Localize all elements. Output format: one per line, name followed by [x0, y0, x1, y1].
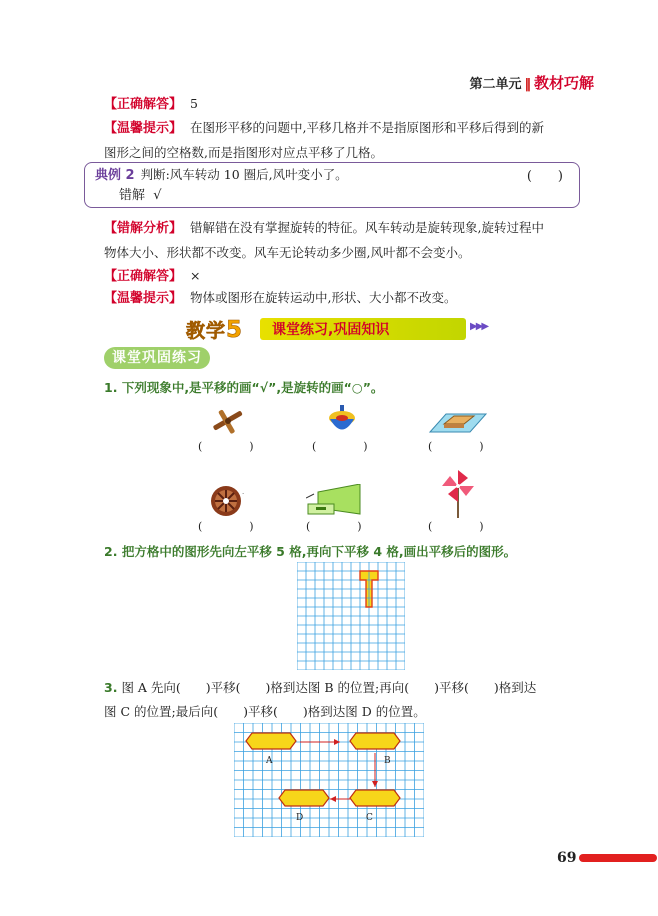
question-number: 3.: [104, 680, 118, 695]
spinning-top-icon: [327, 404, 357, 438]
correct-answer-1: [104, 92, 582, 117]
answer-paren[interactable]: ( ): [198, 520, 272, 533]
banner-title: 课堂练习,巩固知识: [272, 322, 390, 338]
question-number: 1.: [104, 380, 118, 395]
hint-tag: 【温馨提示】: [104, 121, 183, 136]
answer-tag: 【正确解答】: [104, 97, 183, 112]
banner-arrows-icon: ▶▶▶: [470, 321, 488, 332]
example-question: 判断:风车转动 10 圈后,风叶变小了。: [140, 167, 348, 182]
header-separator: ‖: [524, 77, 531, 92]
label-b: B: [384, 756, 391, 766]
section-header-title: 教材巧解: [533, 74, 594, 92]
q2-grid[interactable]: [297, 562, 405, 674]
question-text-2: 图 C 的位置;最后向( )平移( )格到达图 D 的位置。: [104, 704, 426, 719]
answer-paren[interactable]: ( ): [312, 440, 386, 453]
section-title: 课堂巩固练习: [104, 347, 210, 369]
page-number: 69: [557, 850, 577, 866]
analysis-tag: 【错解分析】: [104, 221, 183, 236]
hint-text-2: 图形之间的空格数,而是指图形对应点平移了几格。: [104, 145, 383, 160]
label-c: C: [366, 813, 373, 823]
question-3: [104, 676, 582, 724]
error-analysis: [104, 216, 582, 266]
q2-grid-svg[interactable]: [297, 562, 405, 670]
answer-paren[interactable]: ( ): [428, 520, 502, 533]
hint-tag: 【温馨提示】: [104, 291, 183, 306]
answer-paren[interactable]: ( ): [428, 440, 502, 453]
analysis-text-2: 物体大小、形状都不改变。风车无论转动多少圈,风叶都不会变小。: [104, 245, 471, 260]
airplane-propeller-icon: [206, 404, 250, 438]
analysis-text: 错解错在没有掌握旋转的特征。风车转动是旋转现象,旋转过程中: [190, 220, 544, 235]
banner-number: 5: [226, 317, 244, 343]
q1-item-airplane: [198, 404, 272, 454]
lesson-banner: [186, 316, 486, 342]
sliding-drawer-icon: [306, 484, 366, 518]
answer-text: ×: [190, 268, 201, 283]
unit-label: 第二单元: [469, 77, 522, 92]
q3-grid-svg: [234, 723, 424, 837]
q1-item-tray: [428, 404, 502, 454]
page-number-bar: [579, 854, 657, 862]
example-label: 典例 2: [95, 168, 135, 183]
svg-text:·: ·: [242, 490, 245, 498]
banner-keyword: [186, 316, 243, 343]
question-text: 下列现象中,是平移的画“√”,是旋转的画“○”。: [121, 380, 384, 395]
question-text: 把方格中的图形先向左平移 5 格,再向下平移 4 格,画出平移后的图形。: [121, 544, 517, 559]
drawer-tray-icon: [428, 404, 488, 438]
page-header: [469, 72, 594, 93]
example-answer-paren: ( ): [526, 169, 563, 184]
q1-item-wheel: [198, 484, 272, 534]
hint-text: 在图形平移的问题中,平移几格并不是指原图形和平移后得到的新: [190, 120, 544, 135]
hint-text: 物体或图形在旋转运动中,形状、大小都不改变。: [190, 290, 457, 305]
hint-1: [104, 116, 582, 166]
question-text-1: 图 A 先向( )平移( )格到达图 B 的位置;再向( )平移( )格到达: [121, 680, 537, 695]
label-a: A: [266, 756, 273, 766]
question-1: [104, 378, 383, 396]
question-number: 2.: [104, 544, 118, 559]
answer-paren[interactable]: ( ): [306, 520, 380, 533]
question-2: [104, 542, 516, 560]
example-box: [84, 162, 580, 208]
wrong-answer: √: [153, 188, 162, 203]
hint-2: [104, 286, 582, 311]
answer-paren[interactable]: ( ): [198, 440, 272, 453]
answer-text: 5: [190, 96, 198, 111]
banner-kw-text: 教学: [186, 320, 227, 342]
q1-item-pinwheel: [428, 468, 502, 534]
wheel-icon: [208, 484, 248, 518]
q1-item-top: [312, 404, 386, 454]
q3-grid: [234, 723, 424, 841]
label-d: D: [296, 813, 304, 823]
answer-tag: 【正确解答】: [104, 269, 183, 284]
q1-item-drawer: [306, 484, 380, 534]
pinwheel-icon: [438, 468, 478, 518]
wrong-answer-label: 错解: [119, 188, 146, 203]
